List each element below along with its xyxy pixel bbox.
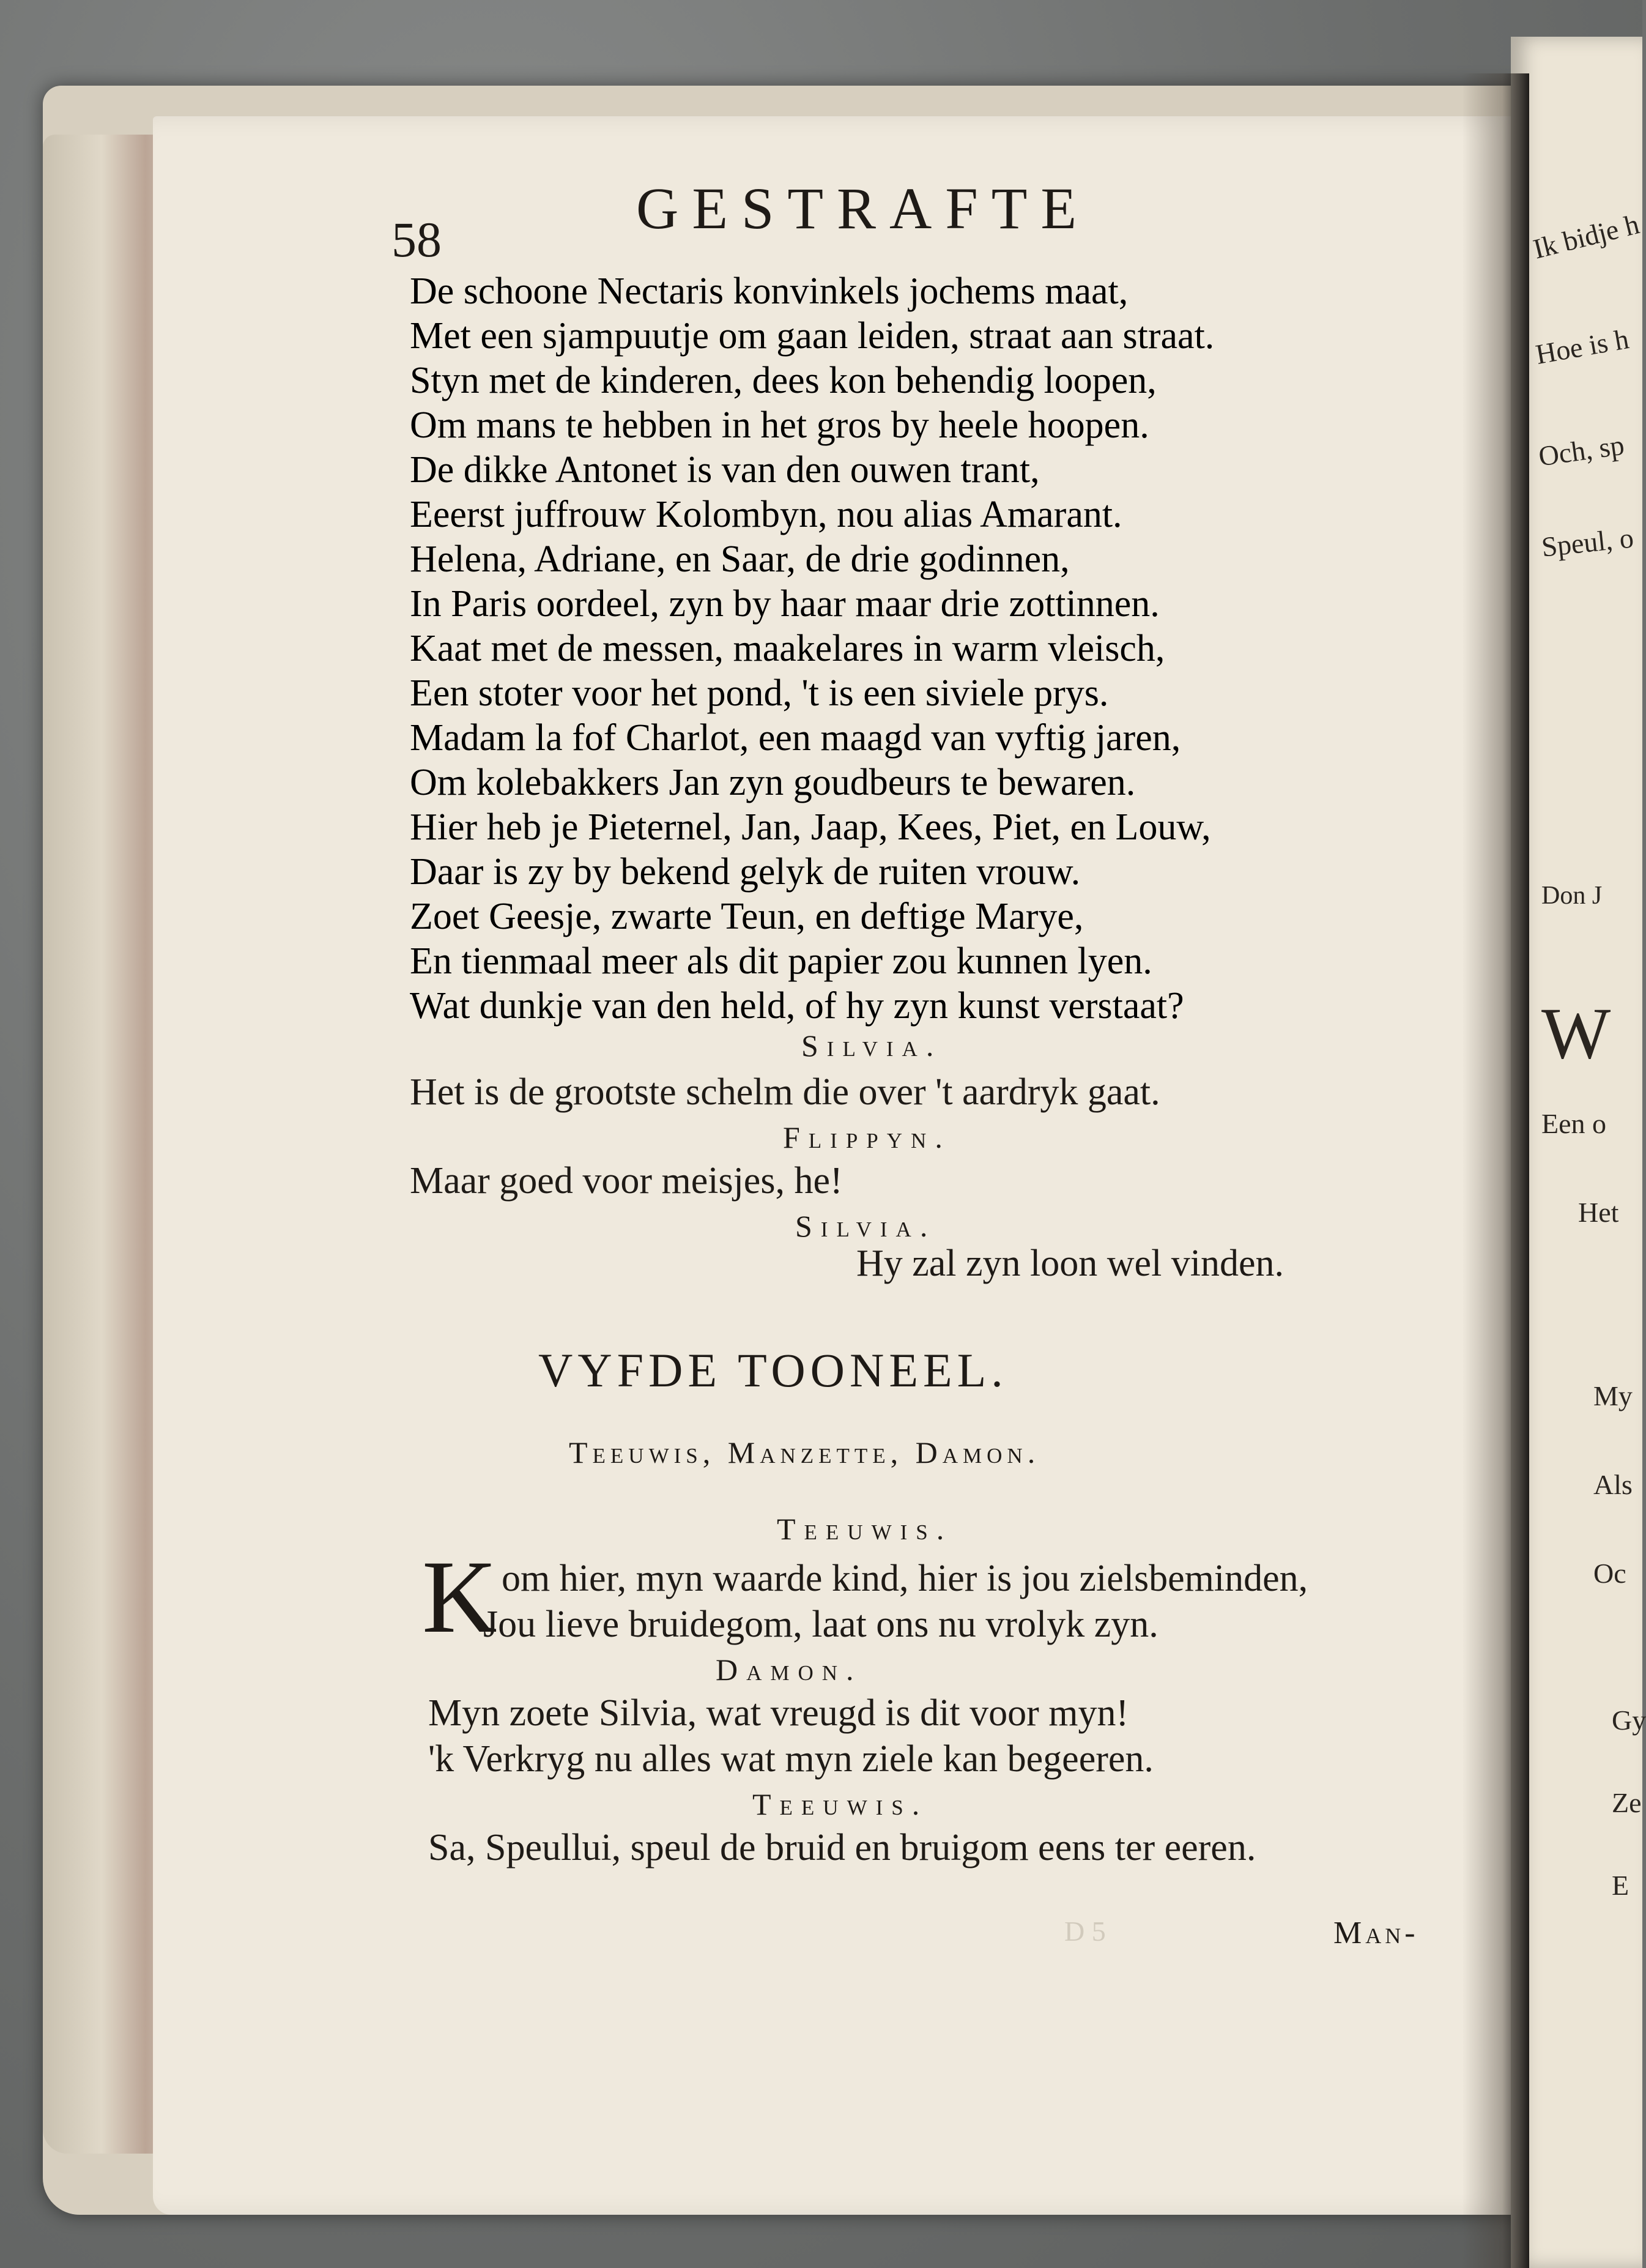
- facing-line: Een o: [1541, 1108, 1607, 1139]
- facing-line: My: [1593, 1380, 1633, 1411]
- scene-title: VYFDE TOONEEL.: [538, 1344, 1008, 1397]
- facing-line: Als: [1593, 1469, 1633, 1500]
- verse-line: En tienmaal meer als dit papier zou kunnen lyen.: [410, 940, 1152, 982]
- page-number: 58: [391, 212, 442, 267]
- facing-line: Ze: [1612, 1787, 1642, 1818]
- facing-line: Speul, o: [1540, 522, 1636, 563]
- verse-line: Hier heb je Pieternel, Jan, Jaap, Kees, Piet, en Louw,: [410, 806, 1211, 848]
- verse-line: Een stoter voor het pond, 't is een siviele prys.: [410, 672, 1109, 714]
- speaker-name: Damon.: [716, 1653, 862, 1687]
- speech-line: Myn zoete Silvia, wat vreugd is dit voor myn!: [428, 1692, 1129, 1734]
- verse-line: De schoone Nectaris konvinkels jochems maat,: [410, 270, 1129, 312]
- speech-line: Hy zal zyn loon wel vinden.: [856, 1243, 1285, 1284]
- verse-line: Daar is zy by bekend gelyk de ruiten vrouw.: [410, 851, 1081, 893]
- signature-mark: D 5: [1064, 1916, 1106, 1947]
- facing-line: Het: [1578, 1197, 1619, 1228]
- drop-capital: K: [422, 1539, 497, 1654]
- verse-line: Zoet Geesje, zwarte Teun, en deftige Marye,: [410, 896, 1084, 937]
- facing-line: Oc: [1593, 1558, 1626, 1589]
- facing-line: W: [1541, 992, 1611, 1074]
- book-gutter: [1462, 73, 1529, 2268]
- verse-line: Madam la fof Charlot, een maagd van vyftig jaren,: [410, 717, 1181, 759]
- facing-line: Ik bidje h: [1530, 208, 1642, 265]
- verse-line: In Paris oordeel, zyn by haar maar drie zottinnen.: [410, 583, 1160, 625]
- speech-line: 'k Verkryg nu alles wat myn ziele kan begeeren.: [428, 1738, 1154, 1780]
- facing-line: Och, sp: [1537, 429, 1626, 472]
- verse-line: Om mans te hebben in het gros by heele hoopen.: [410, 404, 1149, 446]
- verse-line: Eeerst juffrouw Kolombyn, nou alias Amarant.: [410, 494, 1122, 535]
- speaker-name: Silvia.: [801, 1028, 943, 1063]
- verse-block: [410, 269, 1214, 1028]
- speaker-name: Teeuwis.: [777, 1512, 953, 1546]
- running-head: GESTRAFTE: [636, 176, 1091, 241]
- facing-line: Hoe is h: [1533, 323, 1631, 370]
- verse-line: De dikke Antonet is van den ouwen trant,: [410, 449, 1040, 491]
- verse-line: Met een sjampuutje om gaan leiden, straat aan straat.: [410, 315, 1215, 357]
- verse-line: Wat dunkje van den held, of hy zyn kunst verstaat?: [410, 985, 1184, 1027]
- facing-line: E: [1612, 1870, 1629, 1901]
- facing-page: [1511, 37, 1642, 2268]
- speech-line: om hier, myn waarde kind, hier is jou zielsbeminden,: [502, 1558, 1308, 1599]
- facing-line: Gy: [1612, 1705, 1646, 1736]
- speech-line: Jou lieve bruidegom, laat ons nu vrolyk zyn.: [483, 1604, 1159, 1645]
- verse-line: Helena, Adriane, en Saar, de drie godinnen,: [410, 538, 1070, 580]
- verse-line: Kaat met de messen, maakelares in warm vleisch,: [410, 628, 1165, 669]
- speaker-name: Flippyn.: [783, 1120, 951, 1154]
- cast-list: Teeuwis, Manzette, Damon.: [569, 1435, 1040, 1470]
- facing-line: Don J: [1541, 882, 1603, 910]
- speech-line: Maar goed voor meisjes, he!: [410, 1160, 843, 1202]
- catchword: Man-: [1333, 1916, 1419, 1950]
- verse-line: Om kolebakkers Jan zyn goudbeurs te bewaren.: [410, 762, 1136, 803]
- speech-line: Het is de grootste schelm die over 't aardryk gaat.: [410, 1071, 1160, 1113]
- verse-line: Styn met de kinderen, dees kon behendig loopen,: [410, 360, 1157, 401]
- speaker-name: Teeuwis.: [752, 1787, 929, 1821]
- speaker-name: Silvia.: [795, 1209, 936, 1243]
- speech-line: Sa, Speullui, speul de bruid en bruigom eens ter eeren.: [428, 1827, 1256, 1868]
